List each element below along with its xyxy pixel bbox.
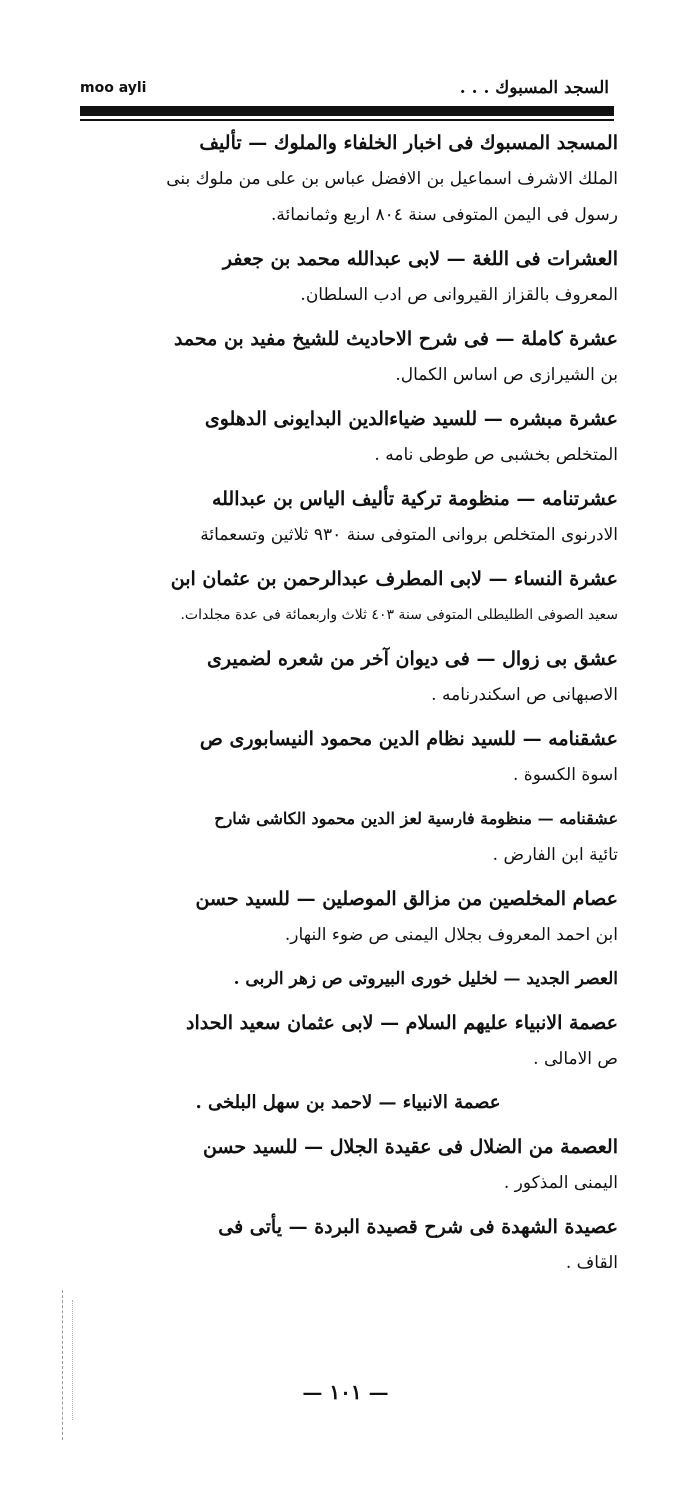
- entry-heading-line: عصام المخلصين من مزالق الموصلين — للسيد حسن: [195, 888, 618, 910]
- entry: [78, 881, 618, 953]
- entry-continuation-line: اسوة الكسوة .: [512, 765, 618, 785]
- entry-continuation-line: اليمنى المذكور .: [503, 1173, 618, 1193]
- entry: [78, 721, 618, 793]
- header-rule-thin: [80, 119, 614, 121]
- entry: [78, 961, 618, 997]
- entry: [78, 401, 618, 473]
- entry-centered: عصمة الانبياء — لاحمد بن سهل البلخى .: [195, 1092, 501, 1113]
- entry-continuation-line: رسول فى اليمن المتوفى سنة ٨٠٤ اربع وثمانمائة.: [270, 205, 618, 225]
- entry: [78, 241, 618, 313]
- entry-continuation-line: المعروف بالقزاز القيروانى ص ادب السلطان.: [300, 285, 618, 305]
- entry: [78, 1129, 618, 1201]
- entry-heading-line: العصر الجديد — لخليل خورى البيروتى ص زهر الربى .: [233, 969, 618, 989]
- entry-heading-line: العصمة من الضلال فى عقيدة الجلال — للسيد حسن: [202, 1136, 618, 1158]
- entry-heading-line: عشقنامه — منظومة فارسية لعز الدين محمود الكاشى شارح: [214, 809, 618, 828]
- scan-margin-mark: [62, 1290, 64, 1440]
- entry: [78, 801, 618, 873]
- entry: [78, 1005, 618, 1077]
- entry-heading-line: عشق بى زوال — فى ديوان آخر من شعره لضميرى: [207, 648, 618, 670]
- entry-continuation-line: ابن احمد المعروف بجلال اليمنى ص ضوء النهار.: [284, 925, 618, 945]
- entry-heading-line: عشرتنامه — منظومة تركية تأليف الياس بن عبدالله: [211, 488, 618, 510]
- entry-heading-line: المسجد المسبوك فى اخبار الخلفاء والملوك — تأليف: [199, 132, 618, 154]
- entry-continuation-line: القاف .: [565, 1253, 618, 1273]
- entry-continuation-line: الملك الاشرف اسماعيل بن الافضل عباس بن على من ملوك بنى: [166, 169, 618, 189]
- entry: [78, 125, 618, 233]
- entry-continuation-line: سعيد الصوفى الطليطلى المتوفى سنة ٤٠٣ ثلاث واربعمائة فى عدة مجلدات.: [180, 607, 618, 623]
- entry-continuation-line: تائية ابن الفارض .: [492, 845, 618, 865]
- entry-heading-line: عصمة الانبياء عليهم السلام — لابى عثمان سعيد الحداد: [186, 1012, 618, 1034]
- entry-heading-line: عشرة مبشره — للسيد ضياءالدين البدايونى الدهلوى: [204, 408, 618, 430]
- entry: [78, 481, 618, 553]
- header-rule-thick: [80, 106, 614, 116]
- entry-heading-line: عشرة النساء — لابى المطرف عبدالرحمن بن عثمان ابن: [170, 568, 618, 590]
- entry-continuation-line: الادرنوى المتخلص بروانى المتوفى سنة ٩٣٠ ثلاثين وتسعمائة: [200, 525, 618, 545]
- entry: [78, 1209, 618, 1281]
- entry-heading-line: عصيدة الشهدة فى شرح قصيدة البردة — يأتى فى: [218, 1216, 618, 1238]
- bibliography-entries: [78, 125, 618, 1289]
- entry-continuation-line: المتخلص بخشبى ص طوطى نامه .: [374, 445, 618, 465]
- entry: [78, 561, 618, 633]
- entry-continuation-line: ص الامالى .: [533, 1049, 618, 1069]
- entry-continuation-line: الاصبهانى ص اسكندرنامه .: [431, 685, 618, 705]
- running-header-title: السجد المسبوك . . .: [459, 78, 609, 98]
- running-header-left: moo ayli: [80, 80, 147, 96]
- page-number: — ١٠١ —: [302, 1380, 389, 1404]
- entry: [78, 641, 618, 713]
- entry: [78, 321, 618, 393]
- entry-heading-line: عشرة كاملة — فى شرح الاحاديث للشيخ مفيد بن محمد: [173, 328, 618, 350]
- entry-heading-line: العشرات فى اللغة — لابى عبدالله محمد بن جعفر: [222, 248, 618, 270]
- entry-continuation-line: بن الشيرازى ص اساس الكمال.: [395, 365, 618, 385]
- entry-heading-line: عشقنامه — للسيد نظام الدين محمود النيسابورى ص: [199, 728, 618, 750]
